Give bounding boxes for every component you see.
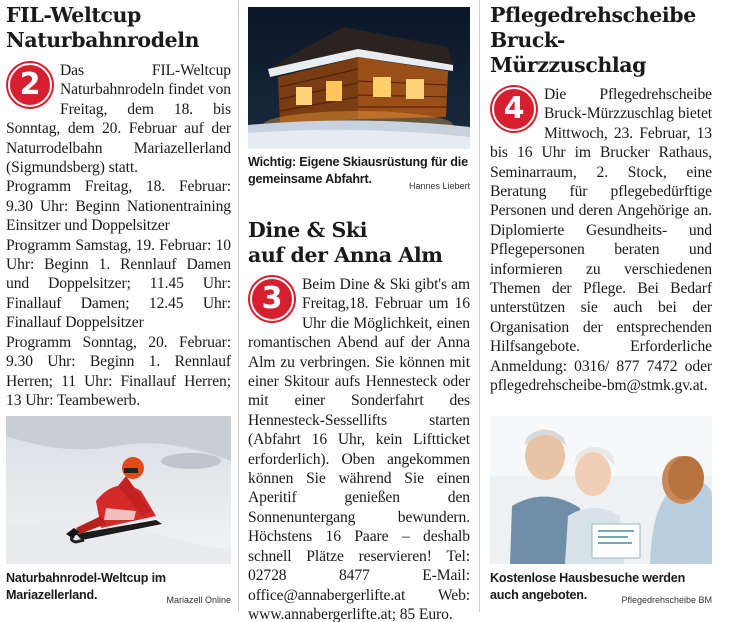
paragraph: Programm Sonntag, 20. Februar: 9.30 Uhr: Beginn 1. Rennlauf Herren; 11 Uhr: Finallauf Herren; 13 Uhr: Teambewerb. [6,333,231,409]
photo-caption: Kostenlose Hausbesuche werden auch angeboten. [490,571,686,602]
paragraph: Programm Freitag, 18. Februar: 9.30 Uhr: Beginn Nationentraining Einsitzer und Doppelsitzer [6,178,231,235]
number-badge: 2 [8,63,52,107]
article-rodel-weltcup [6,0,231,605]
number-badge: 4 [492,87,536,131]
article-pflegedrehscheibe [490,0,712,605]
article-body-dine-ski [248,275,470,622]
paragraph: Beim Dine & Ski gibt's am Freitag,18. Februar um 16 Uhr die Möglichkeit, einen romantischen Abend auf der Anna Alm zu verbringen. Sie können mit einer Skitour aufs Hennesteck oder mit einer Sonderfahrt des Hennesteck-Sessellifts starten (Abfahrt 16 Uhr, kein Liftticket erforderlich). Oben angekommen können Sie während Sie einen Aperitif genießen den Sonnenuntergang bewundern. Höchstens 16 Paare – deshalb schnell Plätze reservieren! Tel: 02728 8477 E-Mail: office@annabergerlifte.at Web: www.annabergerlifte.at; 85 Euro. [248,276,470,622]
luge-rider-photo [6,416,231,564]
column-divider [479,0,480,612]
paragraph: Programm Samstag, 19. Februar: 10 Uhr: Beginn 1. Rennlauf Damen und Doppelsitzer; 11.45 Uhr: Finallauf Damen; 12.45 Uhr: Finallauf Doppelsitzer [6,236,231,332]
photo-caption: Naturbahnrodel-Weltcup im Mariazellerland. [6,571,166,602]
paragraph: Das FIL-Weltcup Naturbahnrodeln findet von Freitag, dem 18. bis Sonntag, dem 20. Februar auf der Naturrodelbahn Mariazellerland (Sigmundsberg) statt. [6,62,231,177]
photo-credit: Hannes Liebert [408,181,470,191]
illuminated-wooden-hut-photo [248,7,470,155]
article-dine-ski [248,0,470,622]
column-divider [238,0,239,612]
number-badge: 3 [250,277,294,321]
article-body-rodel [6,61,231,410]
elderly-couple-consultation-photo [490,416,712,564]
photo-credit: Mariazell Online [166,595,231,605]
photo-caption: Wichtig: Eigene Skiausrüstung für die gemeinsame Abfahrt. [248,155,468,186]
photo-credit: Pflegedrehscheibe BM [621,595,712,605]
paragraph: Die Pflegedrehscheibe Bruck-Mürzzuschlag bietet Mittwoch, 23. Februar, 13 bis 16 Uhr im Brucker Rathaus, Seminarraum, 2. Stock, eine Beratung für pflegebedürftige Personen und deren Angehörige an. Diplomierte Gesundheits- und Pflegepersonen beraten und informieren zu verschiedenen Themen der Pflege. Bei Bedarf unterstützen sie auch bei der Organisation der entsprechenden Hilfsangebote. Erforderliche Anmeldung: 0316/ 877 7472 oder pflegedrehscheibe-bm@stmk.gv.at. [490,86,712,395]
headline-rodel: FIL-Weltcup Naturbahnrodeln [6,3,200,52]
headline-pflege: Pflegedrehscheibe Bruck-Mürzzuschlag [490,3,696,77]
headline-dine-ski: Dine & Ski auf der Anna Alm [248,218,443,267]
article-body-pflege [490,85,712,396]
